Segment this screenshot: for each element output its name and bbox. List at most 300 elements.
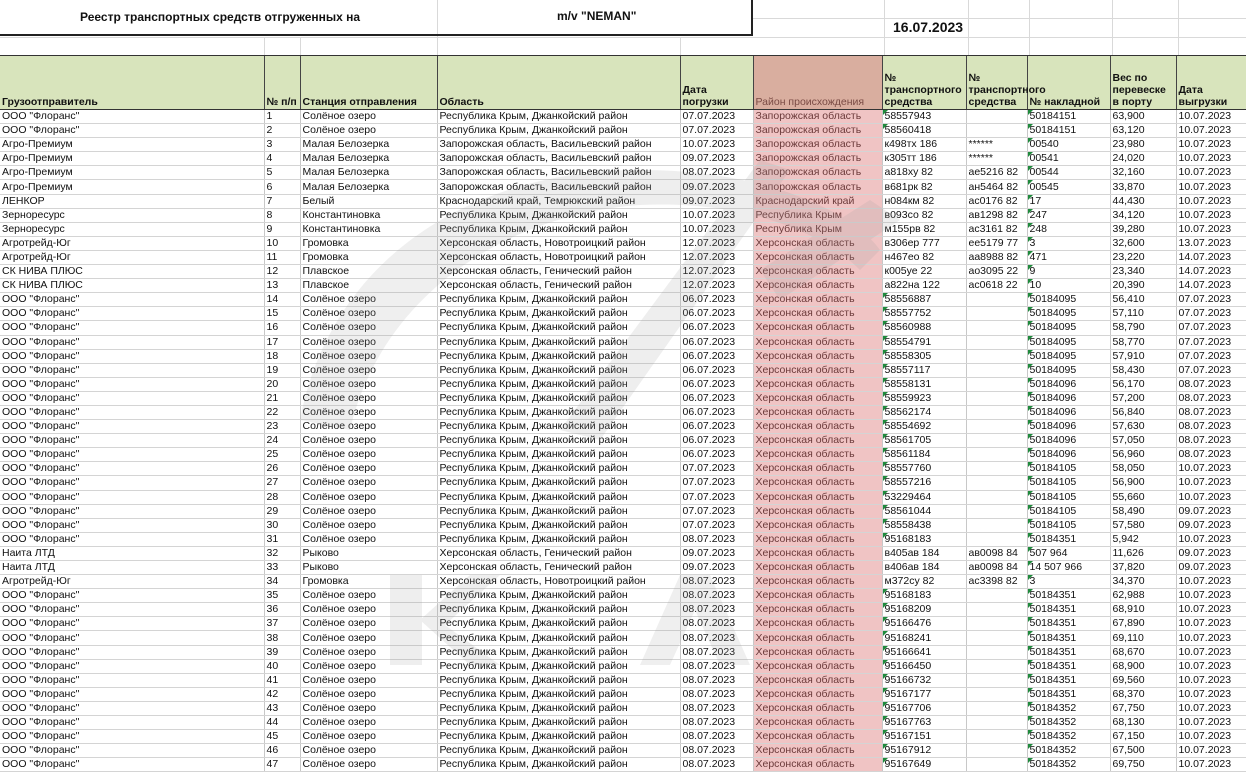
cell-shipper[interactable]: ООО "Флоранс" [0,645,264,659]
cell-shipper[interactable]: ООО "Флоранс" [0,490,264,504]
cell-departure-station[interactable]: Малая Белозерка [300,152,437,166]
cell-row-number[interactable]: 12 [264,265,300,279]
cell-loading-date[interactable]: 09.07.2023 [680,180,753,194]
cell-region[interactable]: Республика Крым, Джанкойский район [437,744,680,758]
cell-trailer-number[interactable]: ее5179 77 [966,236,1027,250]
cell-trailer-number[interactable]: ****** [966,152,1027,166]
cell-unloading-date[interactable]: 07.07.2023 [1176,321,1246,335]
cell-shipper[interactable]: ЛЕНКОР [0,194,264,208]
cell-shipper[interactable]: ООО "Флоранс" [0,110,264,124]
cell-row-number[interactable]: 25 [264,448,300,462]
cell-vehicle-number[interactable]: 58562174 [882,405,966,419]
cell-loading-date[interactable]: 06.07.2023 [680,405,753,419]
cell-trailer-number[interactable] [966,420,1027,434]
cell-region[interactable]: Республика Крым, Джанкойский район [437,222,680,236]
cell-row-number[interactable]: 46 [264,744,300,758]
cell-waybill-number[interactable]: 14 507 966 [1027,561,1110,575]
cell-row-number[interactable]: 29 [264,504,300,518]
cell-departure-station[interactable]: Солёное озеро [300,462,437,476]
cell-region[interactable]: Республика Крым, Джанкойский район [437,758,680,772]
cell-port-weight[interactable]: 32,600 [1110,236,1176,250]
cell-unloading-date[interactable]: 09.07.2023 [1176,546,1246,560]
cell-region[interactable]: Херсонская область, Генический район [437,561,680,575]
cell-unloading-date[interactable]: 10.07.2023 [1176,589,1246,603]
cell-row-number[interactable]: 16 [264,321,300,335]
cell-departure-station[interactable]: Солёное озеро [300,744,437,758]
cell-trailer-number[interactable]: ае5216 82 [966,166,1027,180]
cell-unloading-date[interactable]: 10.07.2023 [1176,744,1246,758]
cell-shipper[interactable]: ООО "Флоранс" [0,293,264,307]
cell-vehicle-number[interactable]: 58561184 [882,448,966,462]
cell-origin-district[interactable]: Херсонская область [753,236,882,250]
cell-unloading-date[interactable]: 10.07.2023 [1176,110,1246,124]
cell-unloading-date[interactable]: 10.07.2023 [1176,659,1246,673]
cell-origin-district[interactable]: Запорожская область [753,152,882,166]
cell-trailer-number[interactable] [966,504,1027,518]
cell-row-number[interactable]: 6 [264,180,300,194]
cell-waybill-number[interactable]: 50184105 [1027,476,1110,490]
cell-region[interactable]: Республика Крым, Джанкойский район [437,448,680,462]
cell-trailer-number[interactable] [966,659,1027,673]
cell-row-number[interactable]: 42 [264,687,300,701]
cell-port-weight[interactable]: 37,820 [1110,561,1176,575]
cell-row-number[interactable]: 24 [264,434,300,448]
cell-unloading-date[interactable]: 10.07.2023 [1176,730,1246,744]
cell-loading-date[interactable]: 08.07.2023 [680,744,753,758]
column-header-row-number[interactable]: № п/п [264,56,300,110]
cell-departure-station[interactable]: Малая Белозерка [300,138,437,152]
column-header-departure-station[interactable]: Станция отправления [300,56,437,110]
cell-waybill-number[interactable]: 50184095 [1027,321,1110,335]
cell-origin-district[interactable]: Херсонская область [753,730,882,744]
cell-row-number[interactable]: 17 [264,335,300,349]
cell-port-weight[interactable]: 68,370 [1110,687,1176,701]
cell-waybill-number[interactable]: 00545 [1027,180,1110,194]
cell-departure-station[interactable]: Солёное озеро [300,363,437,377]
cell-vehicle-number[interactable]: 95166476 [882,617,966,631]
cell-loading-date[interactable]: 08.07.2023 [680,687,753,701]
cell-departure-station[interactable]: Солёное озеро [300,659,437,673]
cell-origin-district[interactable]: Херсонская область [753,250,882,264]
cell-loading-date[interactable]: 08.07.2023 [680,758,753,772]
cell-vehicle-number[interactable]: 58558131 [882,377,966,391]
cell-waybill-number[interactable]: 50184351 [1027,589,1110,603]
cell-loading-date[interactable]: 06.07.2023 [680,335,753,349]
cell-port-weight[interactable]: 62,988 [1110,589,1176,603]
cell-port-weight[interactable]: 58,790 [1110,321,1176,335]
cell-trailer-number[interactable] [966,293,1027,307]
cell-row-number[interactable]: 41 [264,673,300,687]
cell-shipper[interactable]: ООО "Флоранс" [0,603,264,617]
cell-trailer-number[interactable] [966,603,1027,617]
cell-unloading-date[interactable]: 08.07.2023 [1176,391,1246,405]
cell-vehicle-number[interactable]: 95167912 [882,744,966,758]
cell-waybill-number[interactable]: 50184096 [1027,377,1110,391]
cell-loading-date[interactable]: 06.07.2023 [680,420,753,434]
cell-departure-station[interactable]: Солёное озеро [300,617,437,631]
cell-unloading-date[interactable]: 10.07.2023 [1176,166,1246,180]
cell-loading-date[interactable]: 08.07.2023 [680,701,753,715]
cell-region[interactable]: Херсонская область, Генический район [437,279,680,293]
cell-port-weight[interactable]: 34,370 [1110,575,1176,589]
cell-shipper[interactable]: ООО "Флоранс" [0,335,264,349]
cell-port-weight[interactable]: 56,900 [1110,476,1176,490]
cell-shipper[interactable]: ООО "Флоранс" [0,434,264,448]
cell-region[interactable]: Запорожская область, Васильевский район [437,166,680,180]
cell-loading-date[interactable]: 07.07.2023 [680,518,753,532]
cell-row-number[interactable]: 3 [264,138,300,152]
cell-shipper[interactable]: Зерноресурс [0,222,264,236]
cell-trailer-number[interactable]: ас0618 22 [966,279,1027,293]
cell-loading-date[interactable]: 06.07.2023 [680,391,753,405]
cell-region[interactable]: Республика Крым, Джанкойский район [437,377,680,391]
cell-loading-date[interactable]: 07.07.2023 [680,110,753,124]
cell-trailer-number[interactable]: ****** [966,138,1027,152]
cell-vehicle-number[interactable]: 58560988 [882,321,966,335]
cell-shipper[interactable]: СК НИВА ПЛЮС [0,265,264,279]
cell-unloading-date[interactable]: 10.07.2023 [1176,617,1246,631]
cell-port-weight[interactable]: 68,900 [1110,659,1176,673]
cell-vehicle-number[interactable]: 95167706 [882,701,966,715]
cell-trailer-number[interactable]: ав0098 84 [966,546,1027,560]
cell-waybill-number[interactable]: 471 [1027,250,1110,264]
cell-trailer-number[interactable] [966,631,1027,645]
cell-trailer-number[interactable] [966,617,1027,631]
cell-loading-date[interactable]: 08.07.2023 [680,730,753,744]
cell-waybill-number[interactable]: 50184351 [1027,617,1110,631]
cell-unloading-date[interactable]: 10.07.2023 [1176,462,1246,476]
cell-region[interactable]: Республика Крым, Джанкойский район [437,645,680,659]
cell-trailer-number[interactable] [966,462,1027,476]
cell-trailer-number[interactable]: ав1298 82 [966,208,1027,222]
cell-vehicle-number[interactable]: 95166641 [882,645,966,659]
cell-loading-date[interactable]: 06.07.2023 [680,377,753,391]
cell-waybill-number[interactable]: 00540 [1027,138,1110,152]
cell-unloading-date[interactable]: 10.07.2023 [1176,603,1246,617]
cell-vehicle-number[interactable]: 95168183 [882,532,966,546]
cell-port-weight[interactable]: 63,120 [1110,124,1176,138]
cell-port-weight[interactable]: 68,670 [1110,645,1176,659]
cell-origin-district[interactable]: Херсонская область [753,293,882,307]
cell-trailer-number[interactable] [966,448,1027,462]
cell-unloading-date[interactable]: 10.07.2023 [1176,490,1246,504]
column-header-trailer-number[interactable]: № транспортного средства [966,56,1027,110]
cell-waybill-number[interactable]: 50184351 [1027,645,1110,659]
cell-unloading-date[interactable]: 09.07.2023 [1176,561,1246,575]
cell-origin-district[interactable]: Херсонская область [753,490,882,504]
cell-waybill-number[interactable]: 50184095 [1027,307,1110,321]
cell-trailer-number[interactable] [966,377,1027,391]
cell-shipper[interactable]: Наита ЛТД [0,561,264,575]
cell-origin-district[interactable]: Херсонская область [753,307,882,321]
cell-origin-district[interactable]: Херсонская область [753,434,882,448]
cell-departure-station[interactable]: Солёное озеро [300,631,437,645]
cell-loading-date[interactable]: 12.07.2023 [680,236,753,250]
cell-region[interactable]: Республика Крым, Джанкойский район [437,110,680,124]
cell-origin-district[interactable]: Херсонская область [753,589,882,603]
cell-waybill-number[interactable]: 50184096 [1027,405,1110,419]
cell-origin-district[interactable]: Херсонская область [753,673,882,687]
cell-loading-date[interactable]: 06.07.2023 [680,321,753,335]
cell-vehicle-number[interactable]: к305тт 186 [882,152,966,166]
cell-row-number[interactable]: 45 [264,730,300,744]
cell-trailer-number[interactable]: ас3398 82 [966,575,1027,589]
cell-origin-district[interactable]: Херсонская область [753,659,882,673]
cell-origin-district[interactable]: Краснодарский край [753,194,882,208]
cell-unloading-date[interactable]: 07.07.2023 [1176,349,1246,363]
cell-vehicle-number[interactable]: 95167177 [882,687,966,701]
cell-row-number[interactable]: 33 [264,561,300,575]
cell-departure-station[interactable]: Солёное озеро [300,391,437,405]
cell-region[interactable]: Республика Крым, Джанкойский район [437,208,680,222]
cell-unloading-date[interactable]: 10.07.2023 [1176,138,1246,152]
cell-waybill-number[interactable]: 3 [1027,575,1110,589]
cell-shipper[interactable]: ООО "Флоранс" [0,673,264,687]
cell-shipper[interactable]: ООО "Флоранс" [0,744,264,758]
cell-departure-station[interactable]: Громовка [300,236,437,250]
cell-vehicle-number[interactable]: 58558438 [882,518,966,532]
cell-departure-station[interactable]: Плавское [300,279,437,293]
cell-shipper[interactable]: ООО "Флоранс" [0,321,264,335]
cell-shipper[interactable]: ООО "Флоранс" [0,391,264,405]
cell-departure-station[interactable]: Солёное озеро [300,434,437,448]
cell-unloading-date[interactable]: 08.07.2023 [1176,420,1246,434]
cell-row-number[interactable]: 44 [264,716,300,730]
cell-origin-district[interactable]: Херсонская область [753,575,882,589]
cell-shipper[interactable]: ООО "Флоранс" [0,532,264,546]
cell-shipper[interactable]: Агро-Премиум [0,180,264,194]
cell-origin-district[interactable]: Республика Крым [753,222,882,236]
cell-vehicle-number[interactable]: в406ав 184 [882,561,966,575]
cell-departure-station[interactable]: Солёное озеро [300,532,437,546]
cell-origin-district[interactable]: Запорожская область [753,180,882,194]
cell-region[interactable]: Республика Крым, Джанкойский район [437,307,680,321]
cell-port-weight[interactable]: 24,020 [1110,152,1176,166]
cell-waybill-number[interactable]: 50184096 [1027,391,1110,405]
cell-unloading-date[interactable]: 10.07.2023 [1176,124,1246,138]
cell-unloading-date[interactable]: 10.07.2023 [1176,631,1246,645]
cell-trailer-number[interactable] [966,744,1027,758]
cell-row-number[interactable]: 43 [264,701,300,715]
cell-row-number[interactable]: 36 [264,603,300,617]
cell-waybill-number[interactable]: 507 964 [1027,546,1110,560]
cell-shipper[interactable]: ООО "Флоранс" [0,589,264,603]
cell-loading-date[interactable]: 06.07.2023 [680,349,753,363]
cell-region[interactable]: Республика Крым, Джанкойский район [437,335,680,349]
cell-vehicle-number[interactable]: 95166450 [882,659,966,673]
cell-vehicle-number[interactable]: а818ху 82 [882,166,966,180]
cell-unloading-date[interactable]: 08.07.2023 [1176,377,1246,391]
cell-trailer-number[interactable] [966,434,1027,448]
cell-row-number[interactable]: 10 [264,236,300,250]
cell-departure-station[interactable]: Солёное озеро [300,377,437,391]
cell-port-weight[interactable]: 68,910 [1110,603,1176,617]
cell-row-number[interactable]: 47 [264,758,300,772]
cell-region[interactable]: Республика Крым, Джанкойский район [437,363,680,377]
cell-shipper[interactable]: ООО "Флоранс" [0,124,264,138]
cell-vehicle-number[interactable]: 95166732 [882,673,966,687]
cell-shipper[interactable]: Зерноресурс [0,208,264,222]
cell-unloading-date[interactable]: 07.07.2023 [1176,335,1246,349]
cell-waybill-number[interactable]: 50184096 [1027,420,1110,434]
cell-waybill-number[interactable]: 50184095 [1027,335,1110,349]
cell-region[interactable]: Республика Крым, Джанкойский район [437,476,680,490]
cell-unloading-date[interactable]: 08.07.2023 [1176,434,1246,448]
cell-region[interactable]: Республика Крым, Джанкойский район [437,321,680,335]
cell-loading-date[interactable]: 07.07.2023 [680,462,753,476]
cell-departure-station[interactable]: Солёное озеро [300,110,437,124]
cell-shipper[interactable]: ООО "Флоранс" [0,307,264,321]
cell-origin-district[interactable]: Херсонская область [753,561,882,575]
cell-departure-station[interactable]: Малая Белозерка [300,166,437,180]
cell-trailer-number[interactable] [966,687,1027,701]
cell-row-number[interactable]: 34 [264,575,300,589]
cell-waybill-number[interactable]: 9 [1027,265,1110,279]
cell-trailer-number[interactable]: ас0176 82 [966,194,1027,208]
cell-origin-district[interactable]: Херсонская область [753,645,882,659]
cell-vehicle-number[interactable]: 58557117 [882,363,966,377]
cell-shipper[interactable]: ООО "Флоранс" [0,730,264,744]
cell-vehicle-number[interactable]: 58558305 [882,349,966,363]
cell-trailer-number[interactable] [966,673,1027,687]
cell-origin-district[interactable]: Херсонская область [753,716,882,730]
cell-origin-district[interactable]: Херсонская область [753,462,882,476]
cell-origin-district[interactable]: Запорожская область [753,166,882,180]
cell-port-weight[interactable]: 34,120 [1110,208,1176,222]
cell-origin-district[interactable]: Херсонская область [753,758,882,772]
cell-vehicle-number[interactable]: 53229464 [882,490,966,504]
cell-row-number[interactable]: 30 [264,518,300,532]
cell-region[interactable]: Республика Крым, Джанкойский район [437,349,680,363]
cell-port-weight[interactable]: 33,870 [1110,180,1176,194]
cell-trailer-number[interactable] [966,335,1027,349]
cell-port-weight[interactable]: 67,750 [1110,701,1176,715]
cell-shipper[interactable]: ООО "Флоранс" [0,420,264,434]
cell-waybill-number[interactable]: 50184352 [1027,701,1110,715]
cell-port-weight[interactable]: 56,960 [1110,448,1176,462]
cell-loading-date[interactable]: 08.07.2023 [680,166,753,180]
cell-row-number[interactable]: 9 [264,222,300,236]
cell-waybill-number[interactable]: 3 [1027,236,1110,250]
cell-trailer-number[interactable] [966,124,1027,138]
cell-departure-station[interactable]: Солёное озеро [300,321,437,335]
cell-region[interactable]: Херсонская область, Новотроицкий район [437,575,680,589]
cell-row-number[interactable]: 18 [264,349,300,363]
cell-port-weight[interactable]: 57,630 [1110,420,1176,434]
cell-shipper[interactable]: ООО "Флоранс" [0,462,264,476]
cell-unloading-date[interactable]: 10.07.2023 [1176,701,1246,715]
cell-row-number[interactable]: 4 [264,152,300,166]
cell-trailer-number[interactable] [966,758,1027,772]
cell-port-weight[interactable]: 69,560 [1110,673,1176,687]
cell-region[interactable]: Республика Крым, Джанкойский район [437,716,680,730]
cell-loading-date[interactable]: 09.07.2023 [680,561,753,575]
cell-shipper[interactable]: ООО "Флоранс" [0,758,264,772]
cell-port-weight[interactable]: 57,110 [1110,307,1176,321]
cell-port-weight[interactable]: 23,220 [1110,250,1176,264]
cell-origin-district[interactable]: Республика Крым [753,208,882,222]
cell-origin-district[interactable]: Херсонская область [753,335,882,349]
cell-departure-station[interactable]: Громовка [300,575,437,589]
cell-waybill-number[interactable]: 50184151 [1027,124,1110,138]
cell-region[interactable]: Херсонская область, Генический район [437,546,680,560]
cell-loading-date[interactable]: 06.07.2023 [680,363,753,377]
cell-row-number[interactable]: 39 [264,645,300,659]
cell-origin-district[interactable]: Херсонская область [753,518,882,532]
cell-shipper[interactable]: СК НИВА ПЛЮС [0,279,264,293]
cell-loading-date[interactable]: 08.07.2023 [680,631,753,645]
cell-vehicle-number[interactable]: в306ер 777 [882,236,966,250]
cell-row-number[interactable]: 1 [264,110,300,124]
cell-waybill-number[interactable]: 50184352 [1027,744,1110,758]
cell-loading-date[interactable]: 08.07.2023 [680,603,753,617]
cell-region[interactable]: Республика Крым, Джанкойский район [437,589,680,603]
cell-vehicle-number[interactable]: 95167763 [882,716,966,730]
cell-trailer-number[interactable]: ав0098 84 [966,561,1027,575]
cell-origin-district[interactable]: Херсонская область [753,448,882,462]
cell-loading-date[interactable]: 08.07.2023 [680,532,753,546]
cell-row-number[interactable]: 20 [264,377,300,391]
cell-trailer-number[interactable] [966,110,1027,124]
cell-waybill-number[interactable]: 00541 [1027,152,1110,166]
cell-row-number[interactable]: 14 [264,293,300,307]
cell-row-number[interactable]: 27 [264,476,300,490]
cell-departure-station[interactable]: Плавское [300,265,437,279]
cell-departure-station[interactable]: Солёное озеро [300,730,437,744]
cell-waybill-number[interactable]: 50184352 [1027,758,1110,772]
cell-departure-station[interactable]: Солёное озеро [300,645,437,659]
cell-shipper[interactable]: Наита ЛТД [0,546,264,560]
cell-loading-date[interactable]: 08.07.2023 [680,589,753,603]
cell-waybill-number[interactable]: 10 [1027,279,1110,293]
cell-departure-station[interactable]: Константиновка [300,208,437,222]
cell-departure-station[interactable]: Солёное озеро [300,490,437,504]
cell-loading-date[interactable]: 08.07.2023 [680,575,753,589]
cell-loading-date[interactable]: 10.07.2023 [680,138,753,152]
cell-unloading-date[interactable]: 14.07.2023 [1176,265,1246,279]
cell-waybill-number[interactable]: 50184351 [1027,532,1110,546]
cell-origin-district[interactable]: Херсонская область [753,687,882,701]
cell-loading-date[interactable]: 10.07.2023 [680,208,753,222]
cell-origin-district[interactable]: Херсонская область [753,349,882,363]
cell-origin-district[interactable]: Херсонская область [753,265,882,279]
cell-origin-district[interactable]: Херсонская область [753,391,882,405]
cell-port-weight[interactable]: 69,750 [1110,758,1176,772]
cell-loading-date[interactable]: 07.07.2023 [680,476,753,490]
cell-region[interactable]: Республика Крым, Джанкойский район [437,687,680,701]
cell-port-weight[interactable]: 58,050 [1110,462,1176,476]
cell-port-weight[interactable]: 57,910 [1110,349,1176,363]
cell-trailer-number[interactable] [966,532,1027,546]
cell-vehicle-number[interactable]: 58557216 [882,476,966,490]
cell-region[interactable]: Республика Крым, Джанкойский район [437,293,680,307]
cell-trailer-number[interactable] [966,476,1027,490]
cell-port-weight[interactable]: 56,410 [1110,293,1176,307]
cell-unloading-date[interactable]: 07.07.2023 [1176,293,1246,307]
column-header-vehicle-number[interactable]: № транспортного средства [882,56,966,110]
cell-origin-district[interactable]: Херсонская область [753,603,882,617]
cell-loading-date[interactable]: 09.07.2023 [680,152,753,166]
cell-loading-date[interactable]: 07.07.2023 [680,504,753,518]
cell-loading-date[interactable]: 09.07.2023 [680,194,753,208]
cell-departure-station[interactable]: Солёное озеро [300,589,437,603]
cell-unloading-date[interactable]: 10.07.2023 [1176,532,1246,546]
cell-row-number[interactable]: 28 [264,490,300,504]
column-header-loading-date[interactable]: Дата погрузки [680,56,753,110]
cell-vehicle-number[interactable]: 58561044 [882,504,966,518]
cell-row-number[interactable]: 26 [264,462,300,476]
cell-departure-station[interactable]: Солёное озеро [300,518,437,532]
